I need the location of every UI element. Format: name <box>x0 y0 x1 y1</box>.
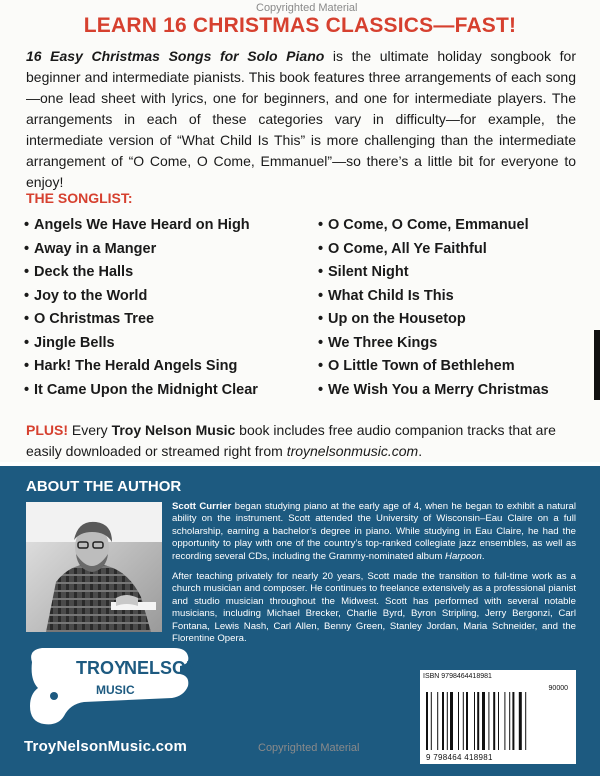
song-item: • O Christmas Tree <box>24 308 258 332</box>
side-tab <box>594 330 600 400</box>
song-item: • We Wish You a Merry Christmas <box>318 379 549 403</box>
song-item: • It Came Upon the Midnight Clear <box>24 379 258 403</box>
song-item: • Angels We Have Heard on High <box>24 214 258 238</box>
song-item: • O Come, All Ye Faithful <box>318 238 549 262</box>
barcode-bar <box>525 692 526 750</box>
song-item: • Jingle Bells <box>24 332 258 356</box>
barcode-bar <box>477 692 479 750</box>
barcode-bar <box>504 692 505 750</box>
bullet: • <box>24 334 30 351</box>
intro-text: is the ultimate holiday songbook for beginner and intermediate pianists. This book features three arrangements of each song—one lead sheet with lyrics, one for beginners, and one for intermediate players. The arrangements in each of these categories vary in difficulty—for example, the intermediate version of “What Child Is This” is more challenging than the intermediate arrangement of “O Come, O Come, Emmanuel”—so there’s a little bit for everyone to enjoy! <box>26 48 576 190</box>
album-title: Harpoon <box>445 550 482 562</box>
plus-label: PLUS! <box>26 422 68 438</box>
barcode-bar <box>442 692 444 750</box>
site-link: troynelsonmusic.com <box>286 443 419 459</box>
barcode-bar <box>426 692 428 750</box>
song-item: • Deck the Halls <box>24 261 258 285</box>
bullet: • <box>318 264 324 280</box>
barcode-bar <box>488 692 489 750</box>
watermark-bottom: Copyrighted Material <box>258 742 360 754</box>
song-item: • O Little Town of Bethlehem <box>318 355 549 379</box>
bullet: • <box>24 240 30 257</box>
bio-paragraph-2: After teaching privately for nearly 20 years, Scott made the transition to full-time work as a church musician and composer. He continues to freelance extensively as a professional pianist and studio musician throughout the Midwest. Scott has performed with several notable musicians, including Michael Brecker, Charlie Byrd, Byron Stripling, Jerry Bergonzi, Carl Fontana, Lewis Nash, Carl Allen, Benny Green, Stanley Jordan, Maria Schneider, and the Florentine Opera. <box>172 571 576 645</box>
author-bio <box>172 501 576 653</box>
barcode-bar <box>437 692 438 750</box>
isbn-barcode <box>420 670 576 764</box>
song-item: • Hark! The Herald Angels Sing <box>24 355 258 379</box>
bullet: • <box>318 311 324 327</box>
bullet: • <box>24 358 30 374</box>
song-item: • Away in a Manger <box>24 238 258 262</box>
bullet: • <box>24 311 30 327</box>
songlist-heading: THE SONGLIST: <box>26 190 133 206</box>
bullet: • <box>24 381 30 398</box>
guitar-logo-icon <box>24 640 194 732</box>
barcode-bar <box>447 692 448 750</box>
troy-nelson-logo <box>24 640 194 732</box>
bullet: • <box>318 240 324 257</box>
barcode-bar <box>466 692 468 750</box>
intro-paragraph <box>26 46 576 193</box>
brand-name: Troy Nelson Music <box>111 422 236 438</box>
song-item: • O Come, O Come, Emmanuel <box>318 214 549 238</box>
bullet: • <box>24 287 30 304</box>
headline: LEARN 16 CHRISTMAS CLASSICS—FAST! <box>83 14 517 37</box>
song-item: • Joy to the World <box>24 285 258 309</box>
isbn-number: 9 798464 418981 <box>426 753 493 762</box>
barcode-bar <box>431 692 432 750</box>
bullet: • <box>318 334 324 351</box>
bio-paragraph-1: Scott Currier began studying piano at the early age of 4, when he began to exhibit a natural ability on the instrument. Scott attended the University of Wisconsin–Eau Claire on a full scholarship, earning a bachelor’s degree in piano. While studying in Eau Claire, he had the opportunity to play with one of the country’s top-ranked collegiate jazz ensembles, as well as recording several CDs, including the Grammy-nominated album Harpoon. <box>172 501 577 562</box>
bullet: • <box>318 287 324 304</box>
bullet: • <box>24 264 30 280</box>
logo-music: MUSIC <box>96 683 135 697</box>
barcode-bar <box>519 692 522 750</box>
bullet: • <box>318 358 324 374</box>
website-url: TroyNelsonMusic.com <box>24 738 188 755</box>
barcode-bar <box>482 692 485 750</box>
plus-paragraph: PLUS! Every Troy Nelson Music book includes free audio companion tracks that are easily downloaded or streamed right from troynelsonmusic.com. <box>26 422 556 459</box>
watermark-top: Copyrighted Material <box>256 2 358 14</box>
bullet: • <box>318 217 324 233</box>
author-photo-image <box>26 502 162 632</box>
bullet: • <box>24 217 30 233</box>
barcode-bar <box>474 692 475 750</box>
barcode-bar <box>493 692 495 750</box>
songlist-column-1 <box>24 214 258 402</box>
song-item: • Up on the Housetop <box>318 308 549 332</box>
barcode-bar <box>512 692 514 750</box>
book-title: 16 Easy Christmas Songs for Solo Piano <box>26 48 325 64</box>
author-photo <box>26 502 162 632</box>
barcode-bars <box>420 670 576 764</box>
logo-troy: TROY <box>76 658 127 678</box>
songlist-column-2 <box>318 214 549 402</box>
barcode-bar <box>498 692 499 750</box>
about-heading: ABOUT THE AUTHOR <box>26 478 182 495</box>
price-code: 90000 <box>548 685 568 692</box>
barcode-bar <box>458 692 459 750</box>
song-item: • We Three Kings <box>318 332 549 356</box>
barcode-bar <box>450 692 453 750</box>
song-item: • What Child Is This <box>318 285 549 309</box>
logo-nelson: NELSON <box>124 658 194 678</box>
bullet: • <box>318 381 324 398</box>
isbn-label: ISBN 9798464418981 <box>423 673 492 680</box>
song-item: • Silent Night <box>318 261 549 285</box>
author-name: Scott Currier <box>172 501 232 512</box>
barcode-bar <box>509 692 510 750</box>
barcode-bar <box>463 692 464 750</box>
